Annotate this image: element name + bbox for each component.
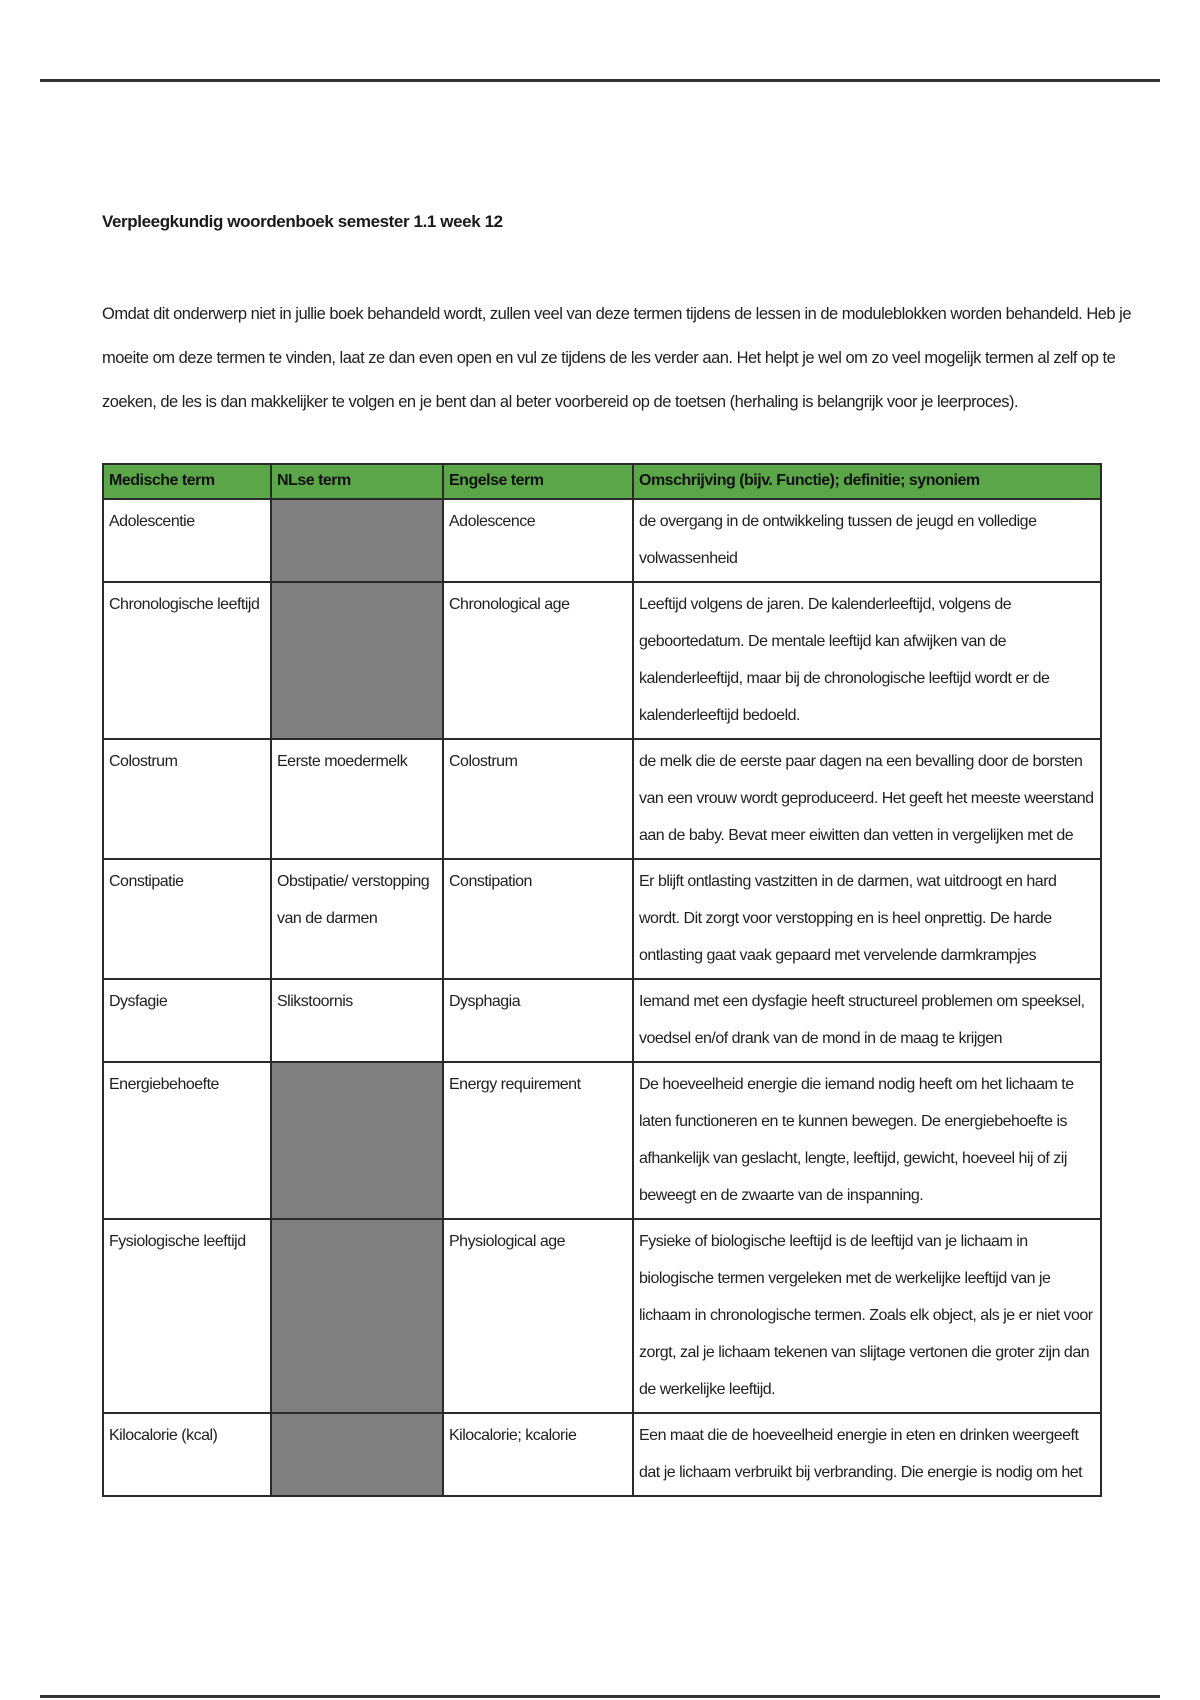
header-english-term: Engelse term bbox=[443, 464, 633, 499]
table-row bbox=[103, 1413, 1101, 1496]
dutch-term-cell-empty bbox=[271, 499, 443, 582]
english-term-cell: Adolescence bbox=[443, 499, 633, 582]
header-dutch-term: NLse term bbox=[271, 464, 443, 499]
description-cell: Iemand met een dysfagie heeft structureel problemen om speeksel, voedsel en/of drank van de mond in de maag te krijgen bbox=[633, 979, 1101, 1062]
english-term-cell: Physiological age bbox=[443, 1219, 633, 1413]
description-text: de melk die de eerste paar dagen na een bevalling door de borsten van een vrouw wordt geproduceerd. Het geeft het meeste weerstand aan de baby. Bevat meer eiwitten dan vetten in vergelijken met de bbox=[639, 753, 1094, 844]
table-row bbox=[103, 1062, 1101, 1219]
dutch-term-cell-empty bbox=[271, 1413, 443, 1496]
document-title: Verpleegkundig woordenboek semester 1.1 week 12 bbox=[102, 212, 503, 231]
medical-term-cell: Colostrum bbox=[103, 739, 271, 859]
description-cell: Er blijft ontlasting vastzitten in de darmen, wat uitdroogt en hard wordt. Dit zorgt voor verstopping en is heel onprettig. De harde ontlasting gaat vaak gepaard met vervelende darmkrampjes bbox=[633, 859, 1101, 979]
table-row bbox=[103, 582, 1101, 739]
english-term-cell: Chronological age bbox=[443, 582, 633, 739]
header-description: Omschrijving (bijv. Functie); definitie; synoniem bbox=[633, 464, 1101, 499]
intro-line: Omdat dit onderwerp niet in jullie boek behandeld wordt, zullen veel van deze termen tijdens de lessen in de moduleblokken worden behandeld. Heb je bbox=[102, 305, 1132, 323]
intro-line: zoeken, de les is dan makkelijker te volgen en je bent dan al beter voorbereid op de toetsen (herhaling is belangrijk voor je leerproces). bbox=[102, 393, 1019, 411]
medical-term-cell: Constipatie bbox=[103, 859, 271, 979]
english-term-cell: Constipation bbox=[443, 859, 633, 979]
dutch-term-cell-empty bbox=[271, 582, 443, 739]
description-cell: de overgang in de ontwikkeling tussen de jeugd en volledige volwassenheid bbox=[633, 499, 1101, 582]
description-cell bbox=[633, 739, 1101, 859]
table-header-row bbox=[103, 464, 1101, 499]
dutch-term-cell: Obstipatie/ verstopping van de darmen bbox=[271, 859, 443, 979]
table-row bbox=[103, 499, 1101, 582]
medical-term-cell: Chronologische leeftijd bbox=[103, 582, 271, 739]
medical-term-cell: Energiebehoefte bbox=[103, 1062, 271, 1219]
english-term-cell: Dysphagia bbox=[443, 979, 633, 1062]
table-row bbox=[103, 1219, 1101, 1413]
dutch-term-cell: Eerste moedermelk bbox=[271, 739, 443, 859]
table-row bbox=[103, 739, 1101, 859]
description-cell bbox=[633, 1413, 1101, 1496]
dutch-term-cell-empty bbox=[271, 1219, 443, 1413]
table-row bbox=[103, 859, 1101, 979]
dutch-term-cell-empty bbox=[271, 1062, 443, 1219]
dutch-term-cell: Slikstoornis bbox=[271, 979, 443, 1062]
description-cell: Fysieke of biologische leeftijd is de leeftijd van je lichaam in biologische termen vergeleken met de werkelijke leeftijd van je lichaam in chronologische termen. Zoals elk object, als je er niet voor zorgt, zal je lichaam tekenen van slijtage vertonen die groter zijn dan de werkelijke leeftijd. bbox=[633, 1219, 1101, 1413]
intro-line: moeite om deze termen te vinden, laat ze dan even open en vul ze tijdens de les verder aan. Het helpt je wel om zo veel mogelijk termen al zelf op te bbox=[102, 349, 1116, 367]
terms-table bbox=[102, 463, 1102, 1497]
medical-term-cell: Adolescentie bbox=[103, 499, 271, 582]
medical-term-cell: Fysiologische leeftijd bbox=[103, 1219, 271, 1413]
description-text: Een maat die de hoeveelheid energie in eten en drinken weergeeft dat je lichaam verbruikt bij verbranding. Die energie is nodig om het bbox=[639, 1427, 1083, 1481]
description-cell: Leeftijd volgens de jaren. De kalenderleeftijd, volgens de geboortedatum. De mentale leeftijd kan afwijken van de kalenderleeftijd, maar bij de chronologische leeftijd wordt er de kalenderleeftijd bedoeld. bbox=[633, 582, 1101, 739]
intro-paragraph bbox=[102, 292, 1132, 424]
medical-term-cell: Kilocalorie (kcal) bbox=[103, 1413, 271, 1496]
bottom-rule bbox=[40, 1695, 1160, 1698]
english-term-cell: Energy requirement bbox=[443, 1062, 633, 1219]
table-row bbox=[103, 979, 1101, 1062]
english-term-cell: Colostrum bbox=[443, 739, 633, 859]
description-cell: De hoeveelheid energie die iemand nodig heeft om het lichaam te laten functioneren en te kunnen bewegen. De energiebehoefte is afhankelijk van geslacht, lengte, leeftijd, gewicht, hoeveel hij of zij beweegt en de zwaarte van de inspanning. bbox=[633, 1062, 1101, 1219]
medical-term-cell: Dysfagie bbox=[103, 979, 271, 1062]
english-term-cell: Kilocalorie; kcalorie bbox=[443, 1413, 633, 1496]
top-rule bbox=[40, 79, 1160, 82]
header-medical-term: Medische term bbox=[103, 464, 271, 499]
